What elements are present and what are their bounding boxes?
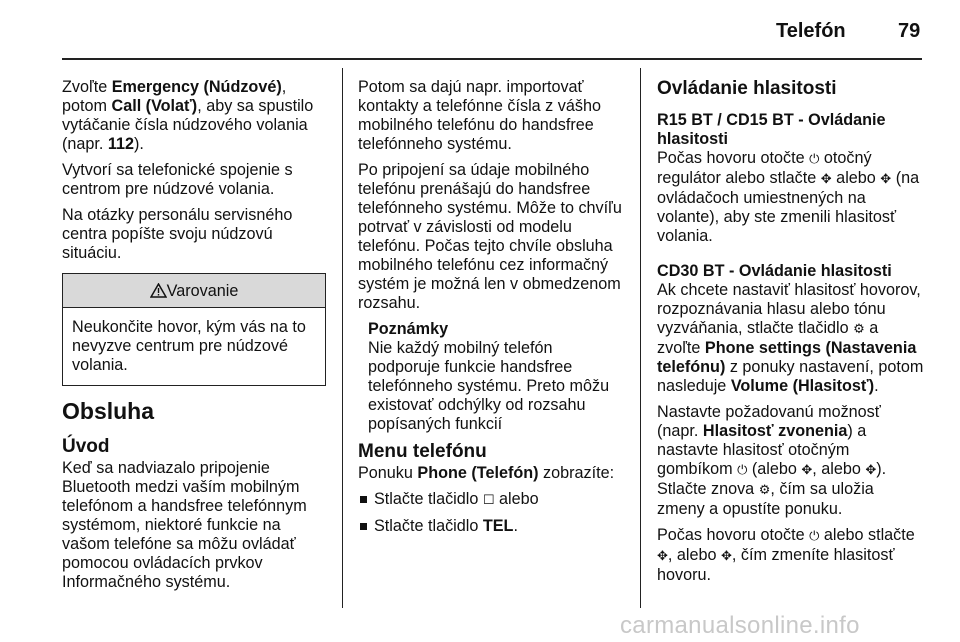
column-3 [657, 78, 925, 592]
paragraph-emergency: Zvoľte Emergency (Núdzové), potom Call (Volať), aby sa spustilo vytáčanie čísla núdzového volania (napr. 112). [62, 78, 314, 153]
ring-volume-label: Hlasitosť zvonenia [702, 422, 848, 440]
column-divider-2 [640, 68, 641, 608]
paragraph-connection: Vytvorí sa telefonické spojenie s centrom pre núdzové volania. [62, 161, 293, 198]
paragraph-set-option: Nastavte požadovanú možnosť (napr. Hlasitosť zvonenia) a nastavte hlasitosť otočným gombíkom ⏻ (alebo ✥, alebo ✥). Stlačte znova ⚙, čím sa uložia zmeny a opustíte ponuku. [657, 403, 887, 518]
page-number: 79 [898, 20, 921, 42]
volume-down-icon: ✥ [880, 172, 892, 187]
settings-icon: ⚙ [853, 322, 865, 337]
warning-body: Neukončite hovor, kým vás na to nevyzve centrum pre núdzové volania. [72, 318, 306, 374]
warning-triangle-icon [150, 283, 167, 298]
page-header-title: Telefón [776, 20, 846, 42]
power-knob-icon: ⏻ [809, 152, 820, 167]
volume-title: Ovládanie hlasitosti [657, 78, 837, 99]
watermark: carmanualsonline.info [620, 612, 860, 639]
note-title: Poznámky [368, 320, 449, 338]
volume-up-icon: ✥ [820, 172, 832, 187]
warning-title: Varovanie [166, 282, 239, 300]
volume-down-icon: ✥ [865, 463, 877, 478]
volume-up-icon: ✥ [801, 463, 813, 478]
subsection-cd30: CD30 BT - Ovládanie hlasitosti [657, 262, 892, 280]
phone-key-icon: ☐ [482, 493, 495, 508]
paragraph-cd30: Ak chcete nastaviť hlasitosť hovorov, rozpoznávania hlasu alebo tónu vyzváňania, stlačte tlačidlo ⚙ a zvoľte Phone settings (Nastavenia telefónu) z ponuky nastavení, potom nasleduje Volume (Hlasitosť). [657, 281, 924, 395]
phone-menu-label: Phone (Telefón) [417, 464, 539, 482]
call-label: Call (Volať) [111, 97, 198, 115]
tel-label: TEL [482, 517, 514, 535]
column-divider-1 [342, 68, 343, 608]
paragraph-import: Potom sa dajú napr. importovať kontakty a telefónne čísla z vášho mobilného telefónu do handsfree telefónneho systému. [358, 78, 601, 153]
menu-title: Menu telefónu [358, 441, 487, 462]
paragraph-r15: Počas hovoru otočte ⏻ otočný regulátor alebo stlačte ✥ alebo ✥ (na ovládačoch umiestnených na volante), aby ste zmenili hlasitosť volania. [657, 149, 920, 245]
emergency-number: 112 [107, 135, 135, 153]
volume-up-icon: ✥ [657, 549, 668, 564]
section-title: Obsluha [62, 398, 155, 424]
volume-down-icon: ✥ [721, 549, 732, 564]
list-item: Stlačte tlačidlo ☐ alebo [358, 490, 626, 510]
power-knob-icon: ⏻ [737, 463, 748, 478]
warning-box [62, 273, 326, 386]
paragraph-questions: Na otázky personálu servisného centra popíšte svoju núdzovú situáciu. [62, 206, 293, 262]
note-text: Nie každý mobilný telefón podporuje funkcie handsfree telefónneho systému. Preto môžu existovať odchýlky od rozsahu popísaných funkcií [368, 339, 610, 433]
warning-header [63, 274, 325, 308]
column-2 [358, 78, 626, 543]
note-block [368, 320, 626, 434]
paragraph-transfer: Po pripojení sa údaje mobilného telefónu prenášajú do handsfree telefónneho systému. Môže to chvíľu potrvať v závislosti od modelu telefónu. Počas tejto chvíle obsluha mobilného telefónu cez informačný systém je možná len v obmedzenom rozsahu. [358, 161, 622, 312]
subsection-r15: R15 BT / CD15 BT - Ovládanie hlasitosti [657, 111, 886, 148]
phone-settings-label: Phone settings (Nastavenia telefónu) [657, 339, 917, 376]
list-item: Stlačte tlačidlo TEL. [358, 517, 626, 536]
intro-title: Úvod [62, 436, 110, 457]
power-knob-icon: ⏻ [809, 529, 820, 544]
column-1 [62, 78, 326, 599]
settings-icon: ⚙ [758, 483, 771, 498]
header-divider [62, 58, 922, 60]
paragraph-during-call: Počas hovoru otočte ⏻ alebo stlačte ✥, alebo ✥, čím zmeníte hlasitosť hovoru. [657, 526, 915, 584]
emergency-label: Emergency (Núdzové) [111, 78, 282, 96]
volume-label: Volume (Hlasitosť) [730, 377, 875, 395]
intro-text: Keď sa nadviazalo pripojenie Bluetooth medzi vaším mobilným telefónom a handsfree telefónnym systémom, niektoré funkcie na vašom telefóne sa môžu ovládať pomocou ovládacích prvkov Informačného systému. [62, 459, 307, 591]
menu-intro: Ponuku Phone (Telefón) zobrazíte: [358, 464, 615, 482]
